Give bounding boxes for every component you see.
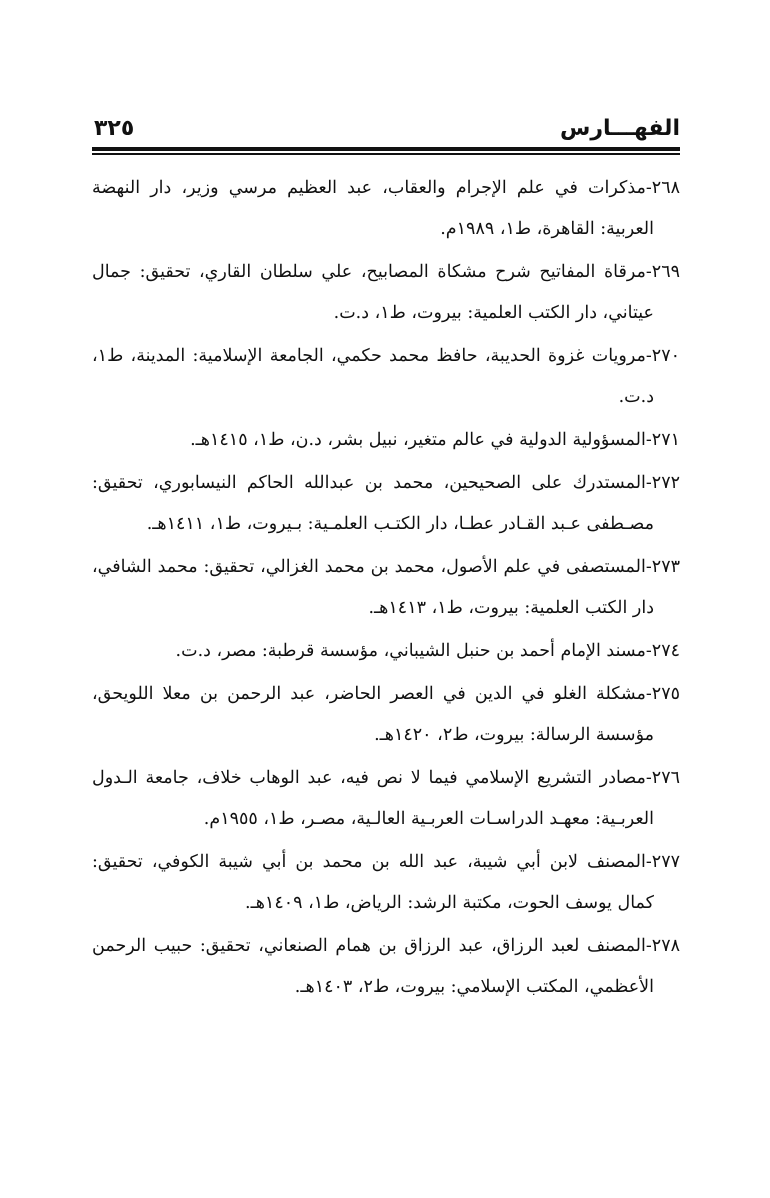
header-rule-thick: [92, 147, 680, 151]
entry-text: -المستدرك على الصحيحين، محمد بن عبدالله الحاكم النيسابوري، تحقيق: مصـطفى عـبد القـادر عطـا، دار الكتـب العلمـية: بـيروت، ط١، ١٤١١هـ.: [92, 473, 654, 534]
bibliography-entry: [92, 842, 680, 924]
bibliography-list: [92, 168, 680, 1010]
page-title: الفهـــارس: [559, 116, 680, 141]
entry-number: ٢٧٧: [651, 852, 680, 872]
entry-number: ٢٦٨: [651, 178, 680, 198]
entry-number: ٢٦٩: [651, 262, 680, 282]
bibliography-entry: [92, 547, 680, 629]
bibliography-entry: [92, 631, 680, 672]
entry-text: -المصنف لابن أبي شيبة، عبد الله بن محمد بن أبي شيبة الكوفي، تحقيق: كمال يوسف الحوت، مكتبة الرشد: الرياض، ط١، ١٤٠٩هـ.: [92, 852, 654, 913]
entry-number: ٢٧٨: [651, 936, 680, 956]
entry-number: ٢٧٥: [651, 684, 680, 704]
entry-number: ٢٧٢: [651, 473, 680, 493]
header-rule-thin: [92, 153, 680, 155]
entry-text: -مرويات غزوة الحديبة، حافظ محمد حكمي، الجامعة الإسلامية: المدينة، ط١، د.ت.: [92, 346, 654, 407]
bibliography-entry: [92, 336, 680, 418]
page-header: [94, 116, 680, 146]
entry-text: -مذكرات في علم الإجرام والعقاب، عبد العظيم مرسي وزير، دار النهضة العربية: القاهرة، ط١، ١٩٨٩م.: [92, 178, 654, 239]
entry-number: ٢٧٦: [651, 768, 680, 788]
bibliography-entry: [92, 926, 680, 1008]
entry-text: -المستصفى في علم الأصول، محمد بن محمد الغزالي، تحقيق: محمد الشافي، دار الكتب العلمية: بيروت، ط١، ١٤١٣هـ.: [92, 557, 654, 618]
entry-number: ٢٧١: [651, 430, 680, 450]
entry-number: ٢٧٣: [651, 557, 680, 577]
bibliography-entry: [92, 420, 680, 461]
entry-number: ٢٧٤: [651, 641, 680, 661]
bibliography-entry: [92, 758, 680, 840]
page-number: ٣٢٥: [94, 116, 135, 141]
entry-number: ٢٧٠: [651, 346, 680, 366]
bibliography-entry: [92, 168, 680, 250]
entry-text: -مسند الإمام أحمد بن حنبل الشيباني، مؤسسة قرطبة: مصر، د.ت.: [175, 641, 652, 661]
bibliography-entry: [92, 252, 680, 334]
entry-text: -مرقاة المفاتيح شرح مشكاة المصابيح، علي سلطان القاري، تحقيق: جمال عيتاني، دار الكتب العلمية: بيروت، ط١، د.ت.: [92, 262, 654, 323]
entry-text: -مشكلة الغلو في الدين في العصر الحاضر، عبد الرحمن بن معلا اللويحق، مؤسسة الرسالة: بيروت، ط٢، ١٤٢٠هـ.: [92, 684, 654, 745]
entry-text: -مصادر التشريع الإسلامي فيما لا نص فيه، عبد الوهاب خلاف، جامعة الـدول العربـية: معهـد الدراسـات العربـية العالـية، مصـر، ط١، ١٩٥٥م.: [92, 768, 654, 829]
bibliography-entry: [92, 463, 680, 545]
entry-text: -المسؤولية الدولية في عالم متغير، نبيل بشر، د.ن، ط١، ١٤١٥هـ.: [190, 430, 652, 450]
bibliography-entry: [92, 674, 680, 756]
entry-text: -المصنف لعبد الرزاق، عبد الرزاق بن همام الصنعاني، تحقيق: حبيب الرحمن الأعظمي، المكتب الإسلامي: بيروت، ط٢، ١٤٠٣هـ.: [92, 936, 654, 997]
